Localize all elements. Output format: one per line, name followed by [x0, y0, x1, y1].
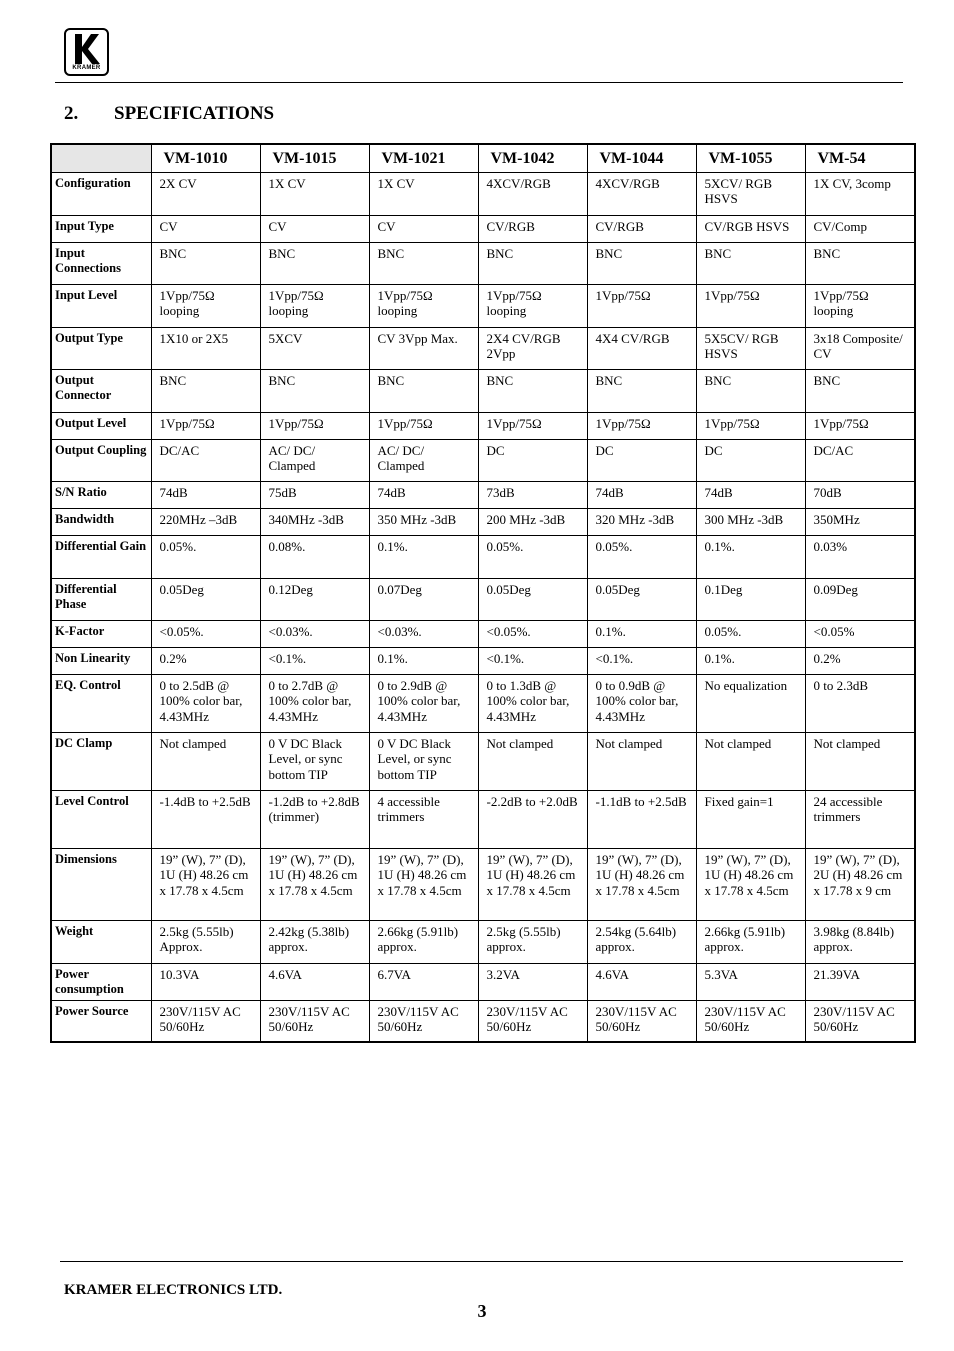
table-cell: DC [478, 439, 587, 481]
table-cell: <0.1%. [260, 647, 369, 674]
table-cell: -1.4dB to +2.5dB [151, 790, 260, 848]
table-cell: CV [369, 215, 478, 242]
table-cell: 2.66kg (5.91lb) approx. [369, 920, 478, 963]
table-cell: <0.1%. [587, 647, 696, 674]
table-cell: 1Vpp/75Ω [151, 412, 260, 439]
table-cell: 0.12Deg [260, 578, 369, 620]
column-header: VM-1021 [369, 144, 478, 172]
footer-rule [60, 1261, 903, 1262]
table-row [51, 920, 915, 963]
table-cell: <0.03%. [369, 620, 478, 647]
table-cell: 0 to 2.3dB [805, 674, 915, 732]
table-cell: BNC [151, 369, 260, 412]
table-cell: <0.05% [805, 620, 915, 647]
table-cell: BNC [805, 369, 915, 412]
table-cell: 0.2% [805, 647, 915, 674]
table-cell: 75dB [260, 481, 369, 508]
table-row [51, 1000, 915, 1042]
table-cell: 0.05%. [587, 535, 696, 578]
section-title: SPECIFICATIONS [114, 103, 275, 124]
table-cell: 3.2VA [478, 963, 587, 1000]
row-label: Configuration [51, 172, 151, 215]
table-cell: BNC [369, 369, 478, 412]
table-cell: 3x18 Composite/ CV [805, 327, 915, 369]
row-label: Input Type [51, 215, 151, 242]
column-header: VM-54 [805, 144, 915, 172]
specifications-table [50, 143, 916, 1043]
table-cell: 5XCV [260, 327, 369, 369]
table-cell: 350 MHz -3dB [369, 508, 478, 535]
table-cell: 1Vpp/75Ω [369, 412, 478, 439]
table-cell: 3.98kg (8.84lb) approx. [805, 920, 915, 963]
table-cell: CV [151, 215, 260, 242]
table-row [51, 481, 915, 508]
column-header: VM-1044 [587, 144, 696, 172]
table-cell: BNC [805, 242, 915, 284]
column-header: VM-1042 [478, 144, 587, 172]
table-cell: Not clamped [478, 732, 587, 790]
table-cell: 230V/115V AC 50/60Hz [260, 1000, 369, 1042]
table-cell: 1Vpp/75Ω [478, 412, 587, 439]
table-row [51, 535, 915, 578]
row-label: Bandwidth [51, 508, 151, 535]
table-cell: 19” (W), 7” (D), 2U (H) 48.26 cm x 17.78 x 9 cm [805, 848, 915, 920]
table-cell: 0 to 1.3dB @ 100% color bar, 4.43MHz [478, 674, 587, 732]
table-cell: 74dB [151, 481, 260, 508]
table-row [51, 284, 915, 327]
table-row [51, 790, 915, 848]
table-cell: DC [696, 439, 805, 481]
table-cell: 0 V DC Black Level, or sync bottom TIP [260, 732, 369, 790]
table-cell: BNC [478, 242, 587, 284]
table-cell: DC/AC [151, 439, 260, 481]
table-cell: BNC [369, 242, 478, 284]
table-cell: CV/RGB [478, 215, 587, 242]
table-cell: -1.1dB to +2.5dB [587, 790, 696, 848]
table-cell: 0.1%. [369, 647, 478, 674]
table-row [51, 848, 915, 920]
logo-text: KRAMER [72, 65, 101, 71]
table-cell: 0.09Deg [805, 578, 915, 620]
table-cell: 74dB [696, 481, 805, 508]
table-cell: 24 accessible trimmers [805, 790, 915, 848]
table-cell: 0 to 2.7dB @ 100% color bar, 4.43MHz [260, 674, 369, 732]
table-cell: 1Vpp/75Ω looping [151, 284, 260, 327]
kramer-logo [64, 28, 109, 76]
table-cell: 0.05%. [151, 535, 260, 578]
table-cell: DC/AC [805, 439, 915, 481]
table-cell: 230V/115V AC 50/60Hz [696, 1000, 805, 1042]
table-cell: 1Vpp/75Ω [587, 412, 696, 439]
table-cell: 19” (W), 7” (D), 1U (H) 48.26 cm x 17.78 x 4.5cm [587, 848, 696, 920]
table-cell: BNC [587, 369, 696, 412]
table-cell: BNC [478, 369, 587, 412]
table-cell: 1Vpp/75Ω looping [369, 284, 478, 327]
table-cell: 230V/115V AC 50/60Hz [587, 1000, 696, 1042]
table-cell: 1Vpp/75Ω looping [260, 284, 369, 327]
table-row [51, 327, 915, 369]
table-cell: 6.7VA [369, 963, 478, 1000]
table-row [51, 242, 915, 284]
row-label: EQ. Control [51, 674, 151, 732]
table-corner-cell [51, 144, 151, 172]
table-cell: 70dB [805, 481, 915, 508]
table-cell: 10.3VA [151, 963, 260, 1000]
table-cell: 0 to 0.9dB @ 100% color bar, 4.43MHz [587, 674, 696, 732]
table-cell: 1X CV, 3comp [805, 172, 915, 215]
table-cell: Not clamped [696, 732, 805, 790]
table-cell: 0.05Deg [478, 578, 587, 620]
table-cell: 2X4 CV/RGB 2Vpp [478, 327, 587, 369]
table-cell: BNC [696, 242, 805, 284]
table-cell: 5X5CV/ RGB HSVS [696, 327, 805, 369]
row-label: Input Level [51, 284, 151, 327]
table-row [51, 963, 915, 1000]
table-row [51, 215, 915, 242]
table-cell: 0.05%. [696, 620, 805, 647]
table-row [51, 369, 915, 412]
column-header: VM-1015 [260, 144, 369, 172]
page-number: 3 [477, 1301, 487, 1321]
table-row [51, 620, 915, 647]
table-cell: -1.2dB to +2.8dB (trimmer) [260, 790, 369, 848]
column-header: VM-1055 [696, 144, 805, 172]
table-cell: 4.6VA [587, 963, 696, 1000]
table-cell: 2.5kg (5.55lb) Approx. [151, 920, 260, 963]
table-cell: 0.05Deg [151, 578, 260, 620]
table-cell: CV [260, 215, 369, 242]
row-label: S/N Ratio [51, 481, 151, 508]
table-cell: 2X CV [151, 172, 260, 215]
table-cell: 1X10 or 2X5 [151, 327, 260, 369]
table-cell: 1Vpp/75Ω [696, 412, 805, 439]
table-cell: <0.1%. [478, 647, 587, 674]
table-cell: 0 to 2.9dB @ 100% color bar, 4.43MHz [369, 674, 478, 732]
table-cell: 230V/115V AC 50/60Hz [369, 1000, 478, 1042]
table-cell: <0.05%. [478, 620, 587, 647]
table-cell: 74dB [587, 481, 696, 508]
row-label: Differential Gain [51, 535, 151, 578]
row-label: Output Level [51, 412, 151, 439]
table-cell: 200 MHz -3dB [478, 508, 587, 535]
table-cell: 1X CV [260, 172, 369, 215]
section-number: 2. [64, 103, 79, 124]
table-cell: 320 MHz -3dB [587, 508, 696, 535]
table-body [51, 172, 915, 1042]
table-cell: 2.66kg (5.91lb) approx. [696, 920, 805, 963]
table-cell: No equalization [696, 674, 805, 732]
table-cell: 0.07Deg [369, 578, 478, 620]
table-cell: 300 MHz -3dB [696, 508, 805, 535]
table-cell: BNC [260, 242, 369, 284]
table-cell: 19” (W), 7” (D), 1U (H) 48.26 cm x 17.78 x 4.5cm [369, 848, 478, 920]
table-cell: BNC [260, 369, 369, 412]
table-cell: 74dB [369, 481, 478, 508]
table-cell: 19” (W), 7” (D), 1U (H) 48.26 cm x 17.78 x 4.5cm [151, 848, 260, 920]
row-label: Power consumption [51, 963, 151, 1000]
row-label: Power Source [51, 1000, 151, 1042]
table-cell: 350MHz [805, 508, 915, 535]
table-cell: 1X CV [369, 172, 478, 215]
table-cell: CV/Comp [805, 215, 915, 242]
table-cell: 0.1%. [696, 647, 805, 674]
row-label: Weight [51, 920, 151, 963]
table-row [51, 732, 915, 790]
header-rule [55, 82, 903, 83]
table-cell: 1Vpp/75Ω looping [805, 284, 915, 327]
table-cell: AC/ DC/ Clamped [260, 439, 369, 481]
table-cell: CV 3Vpp Max. [369, 327, 478, 369]
row-label: K-Factor [51, 620, 151, 647]
table-cell: 19” (W), 7” (D), 1U (H) 48.26 cm x 17.78 x 4.5cm [478, 848, 587, 920]
table-cell: <0.05%. [151, 620, 260, 647]
table-cell: 1Vpp/75Ω [587, 284, 696, 327]
table-cell: 230V/115V AC 50/60Hz [478, 1000, 587, 1042]
table-cell: 0 V DC Black Level, or sync bottom TIP [369, 732, 478, 790]
table-cell: 5XCV/ RGB HSVS [696, 172, 805, 215]
row-label: Output Type [51, 327, 151, 369]
table-cell: 230V/115V AC 50/60Hz [805, 1000, 915, 1042]
table-cell: Not clamped [805, 732, 915, 790]
row-label: Dimensions [51, 848, 151, 920]
table-cell: 2.42kg (5.38lb) approx. [260, 920, 369, 963]
table-cell: 2.5kg (5.55lb) approx. [478, 920, 587, 963]
table-cell: 4X4 CV/RGB [587, 327, 696, 369]
table-cell: 0 to 2.5dB @ 100% color bar, 4.43MHz [151, 674, 260, 732]
row-label: Level Control [51, 790, 151, 848]
table-row [51, 172, 915, 215]
column-header: VM-1010 [151, 144, 260, 172]
table-cell: BNC [587, 242, 696, 284]
table-cell: DC [587, 439, 696, 481]
table-cell: 19” (W), 7” (D), 1U (H) 48.26 cm x 17.78 x 4.5cm [260, 848, 369, 920]
table-cell: 0.1Deg [696, 578, 805, 620]
table-cell: -2.2dB to +2.0dB [478, 790, 587, 848]
table-cell: 21.39VA [805, 963, 915, 1000]
table-cell: 1Vpp/75Ω looping [478, 284, 587, 327]
footer-company: KRAMER ELECTRONICS LTD. [64, 1282, 283, 1298]
section-heading [64, 103, 274, 125]
table-cell: AC/ DC/ Clamped [369, 439, 478, 481]
table-cell: CV/RGB HSVS [696, 215, 805, 242]
table-cell: 220MHz –3dB [151, 508, 260, 535]
table-cell: 5.3VA [696, 963, 805, 1000]
row-label: Input Connections [51, 242, 151, 284]
table-cell: <0.03%. [260, 620, 369, 647]
table-cell: 4 accessible trimmers [369, 790, 478, 848]
table-row [51, 439, 915, 481]
table-cell: 0.1%. [369, 535, 478, 578]
table-cell: CV/RGB [587, 215, 696, 242]
table-row [51, 578, 915, 620]
table-cell: 1Vpp/75Ω [805, 412, 915, 439]
table-cell: BNC [151, 242, 260, 284]
table-cell: 73dB [478, 481, 587, 508]
table-cell: 0.05%. [478, 535, 587, 578]
row-label: Output Coupling [51, 439, 151, 481]
table-cell: 2.54kg (5.64lb) approx. [587, 920, 696, 963]
table-row [51, 508, 915, 535]
table-row [51, 647, 915, 674]
table-row [51, 674, 915, 732]
row-label: DC Clamp [51, 732, 151, 790]
table-cell: BNC [696, 369, 805, 412]
table-cell: 1Vpp/75Ω [696, 284, 805, 327]
table-cell: 1Vpp/75Ω [260, 412, 369, 439]
table-cell: 230V/115V AC 50/60Hz [151, 1000, 260, 1042]
table-cell: 0.05Deg [587, 578, 696, 620]
table-cell: 4XCV/RGB [478, 172, 587, 215]
table-cell: 0.08%. [260, 535, 369, 578]
table-cell: Not clamped [151, 732, 260, 790]
row-label: Non Linearity [51, 647, 151, 674]
table-cell: Not clamped [587, 732, 696, 790]
table-cell: 0.1%. [696, 535, 805, 578]
row-label: Output Connector [51, 369, 151, 412]
table-row [51, 412, 915, 439]
row-label: Differential Phase [51, 578, 151, 620]
table-cell: 0.03% [805, 535, 915, 578]
table-cell: 340MHz -3dB [260, 508, 369, 535]
table-cell: 0.2% [151, 647, 260, 674]
table-cell: 19” (W), 7” (D), 1U (H) 48.26 cm x 17.78 x 4.5cm [696, 848, 805, 920]
table-header-row [51, 144, 915, 172]
table-cell: 0.1%. [587, 620, 696, 647]
table-cell: 4.6VA [260, 963, 369, 1000]
table-cell: 4XCV/RGB [587, 172, 696, 215]
table-cell: Fixed gain=1 [696, 790, 805, 848]
